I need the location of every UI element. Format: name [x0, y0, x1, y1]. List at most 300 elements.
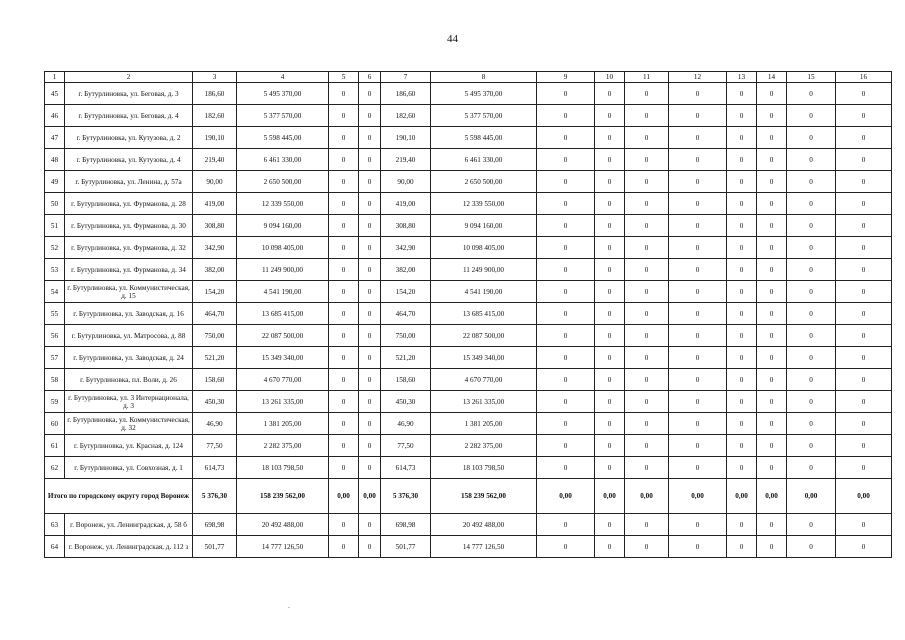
value-cell: 0	[669, 193, 727, 215]
address-cell: г. Воронеж, ул. Ленинградская, д. 112 з	[65, 536, 193, 558]
value-cell: 0	[359, 391, 381, 413]
value-cell: 0	[836, 127, 892, 149]
address-cell: г. Бутурлиновка, пл. Воли, д. 26	[65, 369, 193, 391]
value-cell: 11 249 900,00	[237, 259, 329, 281]
value-cell: 0	[595, 325, 625, 347]
value-cell: 5 495 370,00	[431, 83, 537, 105]
value-cell: 0	[537, 149, 595, 171]
value-cell: 13 685 415,00	[431, 303, 537, 325]
value-cell: 0	[537, 259, 595, 281]
value-cell: 0	[727, 391, 757, 413]
value-cell: 182,60	[193, 105, 237, 127]
value-cell: 501,77	[193, 536, 237, 558]
value-cell: 0	[537, 83, 595, 105]
value-cell: 0	[625, 83, 669, 105]
value-cell: 0	[359, 105, 381, 127]
table-row	[45, 281, 892, 303]
address-cell: г. Бутурлиновка, ул. Коммунистическая, д. 15	[65, 281, 193, 303]
value-cell: 0	[595, 281, 625, 303]
address-cell: г. Бутурлиновка, ул. Совхозная, д. 1	[65, 457, 193, 479]
value-cell: 190,10	[193, 127, 237, 149]
value-cell: 0	[757, 105, 787, 127]
value-cell: 0	[359, 149, 381, 171]
value-cell: 382,00	[193, 259, 237, 281]
value-cell: 13 261 335,00	[237, 391, 329, 413]
value-cell: 0	[836, 149, 892, 171]
value-cell: 0	[359, 215, 381, 237]
value-cell: 0	[359, 193, 381, 215]
column-number-cell: 6	[359, 72, 381, 83]
value-cell: 0	[537, 391, 595, 413]
total-value-cell: 0,00	[787, 479, 836, 514]
row-number-cell: 56	[45, 325, 65, 347]
row-number-cell: 47	[45, 127, 65, 149]
value-cell: 0	[359, 127, 381, 149]
table-row	[45, 237, 892, 259]
total-value-cell: 158 239 562,00	[237, 479, 329, 514]
page-number: 44	[447, 33, 458, 45]
table-row	[45, 435, 892, 457]
value-cell: 0	[537, 369, 595, 391]
value-cell: 0	[537, 514, 595, 536]
value-cell: 219,40	[193, 149, 237, 171]
value-cell: 0	[537, 303, 595, 325]
address-cell: г. Бутурлиновка, ул. Кутузова, д. 2	[65, 127, 193, 149]
value-cell: 0	[669, 237, 727, 259]
value-cell: 0	[625, 435, 669, 457]
value-cell: 0	[625, 281, 669, 303]
value-cell: 4 541 190,00	[237, 281, 329, 303]
value-cell: 0	[537, 536, 595, 558]
value-cell: 342,90	[381, 237, 431, 259]
value-cell: 0	[329, 259, 359, 281]
value-cell: 0	[669, 536, 727, 558]
row-number-cell: 51	[45, 215, 65, 237]
value-cell: 521,20	[381, 347, 431, 369]
column-number-cell: 12	[669, 72, 727, 83]
column-number-cell: 4	[237, 72, 329, 83]
value-cell: 0	[669, 215, 727, 237]
value-cell: 0	[757, 215, 787, 237]
value-cell: 0	[537, 127, 595, 149]
value-cell: 0	[727, 237, 757, 259]
value-cell: 190,10	[381, 127, 431, 149]
value-cell: 0	[595, 347, 625, 369]
value-cell: 0	[625, 171, 669, 193]
value-cell: 0	[787, 435, 836, 457]
row-number-cell: 48	[45, 149, 65, 171]
value-cell: 0	[359, 259, 381, 281]
value-cell: 450,30	[193, 391, 237, 413]
table-row	[45, 105, 892, 127]
value-cell: 158,60	[381, 369, 431, 391]
value-cell: 0	[625, 369, 669, 391]
value-cell: 0	[537, 435, 595, 457]
value-cell: 0	[787, 369, 836, 391]
value-cell: 0	[537, 105, 595, 127]
value-cell: 4 670 770,00	[431, 369, 537, 391]
value-cell: 501,77	[381, 536, 431, 558]
value-cell: 0	[537, 457, 595, 479]
value-cell: 0	[757, 391, 787, 413]
value-cell: 12 339 550,00	[237, 193, 329, 215]
column-number-cell: 1	[45, 72, 65, 83]
value-cell: 9 094 160,00	[431, 215, 537, 237]
value-cell: 0	[537, 237, 595, 259]
value-cell: 0	[537, 171, 595, 193]
total-value-cell: 5 376,30	[193, 479, 237, 514]
value-cell: 0	[669, 303, 727, 325]
value-cell: 0	[329, 435, 359, 457]
value-cell: 0	[757, 149, 787, 171]
table-row	[45, 149, 892, 171]
value-cell: 0	[757, 347, 787, 369]
address-cell: г. Воронеж, ул. Ленинградская, д. 58 б	[65, 514, 193, 536]
value-cell: 0	[836, 215, 892, 237]
value-cell: 0	[757, 369, 787, 391]
value-cell: 0	[787, 259, 836, 281]
value-cell: 0	[359, 536, 381, 558]
value-cell: 5 377 570,00	[431, 105, 537, 127]
value-cell: 698,98	[381, 514, 431, 536]
value-cell: 18 103 798,50	[431, 457, 537, 479]
housing-table	[44, 71, 892, 558]
value-cell: 0	[625, 303, 669, 325]
table-row	[45, 83, 892, 105]
value-cell: 698,98	[193, 514, 237, 536]
value-cell: 0	[595, 413, 625, 435]
value-cell: 0	[329, 369, 359, 391]
value-cell: 0	[359, 303, 381, 325]
value-cell: 186,60	[193, 83, 237, 105]
value-cell: 22 087 500,00	[237, 325, 329, 347]
value-cell: 0	[669, 171, 727, 193]
total-value-cell: 158 239 562,00	[431, 479, 537, 514]
value-cell: 614,73	[381, 457, 431, 479]
value-cell: 90,00	[193, 171, 237, 193]
row-number-cell: 60	[45, 413, 65, 435]
column-number-cell: 2	[65, 72, 193, 83]
value-cell: 0	[359, 237, 381, 259]
value-cell: 750,00	[193, 325, 237, 347]
value-cell: 46,90	[381, 413, 431, 435]
address-cell: г. Бутурлиновка, ул. Фурманова, д. 28	[65, 193, 193, 215]
value-cell: 0	[836, 413, 892, 435]
value-cell: 0	[757, 514, 787, 536]
value-cell: 2 282 375,00	[431, 435, 537, 457]
value-cell: 0	[669, 369, 727, 391]
value-cell: 20 492 488,00	[237, 514, 329, 536]
value-cell: 0	[669, 259, 727, 281]
value-cell: 13 685 415,00	[237, 303, 329, 325]
address-cell: г. Бутурлиновка, ул. Заводская, д. 16	[65, 303, 193, 325]
value-cell: 0	[329, 281, 359, 303]
value-cell: 0	[329, 193, 359, 215]
value-cell: 11 249 900,00	[431, 259, 537, 281]
value-cell: 0	[329, 105, 359, 127]
address-cell: г. Бутурлиновка, ул. Фурманова, д. 32	[65, 237, 193, 259]
value-cell: 0	[669, 149, 727, 171]
address-cell: г. Бутурлиновка, ул. Заводская, д. 24	[65, 347, 193, 369]
value-cell: 0	[537, 413, 595, 435]
value-cell: 0	[595, 215, 625, 237]
row-number-cell: 63	[45, 514, 65, 536]
total-value-cell: 0,00	[757, 479, 787, 514]
value-cell: 0	[359, 413, 381, 435]
value-cell: 0	[727, 457, 757, 479]
value-cell: 0	[727, 281, 757, 303]
value-cell: 0	[625, 391, 669, 413]
value-cell: 0	[669, 127, 727, 149]
value-cell: 0	[359, 369, 381, 391]
value-cell: 0	[595, 193, 625, 215]
value-cell: 0	[836, 303, 892, 325]
value-cell: 6 461 330,00	[237, 149, 329, 171]
value-cell: 0	[836, 435, 892, 457]
value-cell: 0	[757, 193, 787, 215]
table-row	[45, 514, 892, 536]
value-cell: 308,80	[193, 215, 237, 237]
value-cell: 0	[727, 369, 757, 391]
value-cell: 0	[727, 171, 757, 193]
value-cell: 0	[595, 83, 625, 105]
value-cell: 0	[625, 237, 669, 259]
total-value-cell: 0,00	[537, 479, 595, 514]
value-cell: 0	[359, 457, 381, 479]
value-cell: 308,80	[381, 215, 431, 237]
address-cell: г. Бутурлиновка, ул. Коммунистическая, д. 32	[65, 413, 193, 435]
value-cell: 419,00	[193, 193, 237, 215]
value-cell: 10 098 405,00	[237, 237, 329, 259]
value-cell: 0	[787, 237, 836, 259]
value-cell: 219,40	[381, 149, 431, 171]
value-cell: 0	[329, 391, 359, 413]
value-cell: 0	[757, 536, 787, 558]
value-cell: 2 282 375,00	[237, 435, 329, 457]
value-cell: 0	[727, 347, 757, 369]
value-cell: 0	[787, 83, 836, 105]
value-cell: 464,70	[381, 303, 431, 325]
value-cell: 0	[359, 171, 381, 193]
value-cell: 154,20	[193, 281, 237, 303]
value-cell: 0	[625, 127, 669, 149]
address-cell: г. Бутурлиновка, ул. Матросова, д. 88	[65, 325, 193, 347]
footer-mark: .	[288, 601, 290, 610]
value-cell: 0	[329, 413, 359, 435]
value-cell: 0	[787, 514, 836, 536]
column-number-row	[45, 72, 892, 83]
total-value-cell: 0,00	[836, 479, 892, 514]
value-cell: 0	[836, 259, 892, 281]
total-value-cell: 5 376,30	[381, 479, 431, 514]
value-cell: 5 598 445,00	[237, 127, 329, 149]
value-cell: 0	[625, 413, 669, 435]
value-cell: 0	[757, 435, 787, 457]
value-cell: 0	[537, 281, 595, 303]
table-row	[45, 127, 892, 149]
value-cell: 0	[359, 281, 381, 303]
value-cell: 0	[836, 347, 892, 369]
value-cell: 0	[836, 536, 892, 558]
value-cell: 0	[836, 237, 892, 259]
total-value-cell: 0,00	[727, 479, 757, 514]
value-cell: 0	[757, 303, 787, 325]
address-cell: г. Бутурлиновка, ул. Ленина, д. 57а	[65, 171, 193, 193]
value-cell: 0	[727, 105, 757, 127]
value-cell: 342,90	[193, 237, 237, 259]
row-number-cell: 46	[45, 105, 65, 127]
value-cell: 6 461 330,00	[431, 149, 537, 171]
value-cell: 0	[359, 83, 381, 105]
value-cell: 0	[757, 171, 787, 193]
value-cell: 0	[625, 215, 669, 237]
value-cell: 46,90	[193, 413, 237, 435]
value-cell: 154,20	[381, 281, 431, 303]
row-number-cell: 49	[45, 171, 65, 193]
value-cell: 750,00	[381, 325, 431, 347]
value-cell: 0	[757, 83, 787, 105]
value-cell: 2 650 500,00	[237, 171, 329, 193]
value-cell: 2 650 500,00	[431, 171, 537, 193]
value-cell: 0	[787, 171, 836, 193]
value-cell: 9 094 160,00	[237, 215, 329, 237]
value-cell: 0	[787, 127, 836, 149]
value-cell: 12 339 550,00	[431, 193, 537, 215]
value-cell: 0	[787, 536, 836, 558]
value-cell: 15 349 340,00	[237, 347, 329, 369]
value-cell: 14 777 126,50	[431, 536, 537, 558]
value-cell: 0	[836, 457, 892, 479]
address-cell: г. Бутурлиновка, ул. Фурманова, д. 30	[65, 215, 193, 237]
value-cell: 77,50	[193, 435, 237, 457]
value-cell: 382,00	[381, 259, 431, 281]
value-cell: 0	[595, 259, 625, 281]
value-cell: 1 381 205,00	[237, 413, 329, 435]
table-row	[45, 171, 892, 193]
value-cell: 5 495 370,00	[237, 83, 329, 105]
column-number-cell: 10	[595, 72, 625, 83]
value-cell: 0	[836, 325, 892, 347]
value-cell: 0	[757, 457, 787, 479]
row-number-cell: 59	[45, 391, 65, 413]
value-cell: 0	[329, 536, 359, 558]
value-cell: 0	[727, 325, 757, 347]
column-number-cell: 7	[381, 72, 431, 83]
value-cell: 0	[727, 149, 757, 171]
table-row	[45, 347, 892, 369]
value-cell: 0	[669, 83, 727, 105]
value-cell: 0	[329, 171, 359, 193]
value-cell: 0	[787, 413, 836, 435]
table-row	[45, 303, 892, 325]
value-cell: 0	[625, 457, 669, 479]
value-cell: 0	[329, 149, 359, 171]
value-cell: 0	[727, 413, 757, 435]
table-row	[45, 457, 892, 479]
value-cell: 0	[625, 514, 669, 536]
table-row	[45, 413, 892, 435]
value-cell: 0	[787, 457, 836, 479]
total-label-cell: Итого по городскому округу город Воронеж	[45, 479, 193, 514]
value-cell: 0	[669, 105, 727, 127]
value-cell: 0	[757, 281, 787, 303]
value-cell: 0	[595, 127, 625, 149]
value-cell: 0	[727, 435, 757, 457]
value-cell: 0	[329, 347, 359, 369]
value-cell: 90,00	[381, 171, 431, 193]
value-cell: 0	[595, 171, 625, 193]
value-cell: 15 349 340,00	[431, 347, 537, 369]
address-cell: г. Бутурлиновка, ул. Беговая, д. 3	[65, 83, 193, 105]
row-number-cell: 62	[45, 457, 65, 479]
value-cell: 14 777 126,50	[237, 536, 329, 558]
column-number-cell: 13	[727, 72, 757, 83]
value-cell: 0	[757, 325, 787, 347]
value-cell: 20 492 488,00	[431, 514, 537, 536]
column-number-cell: 3	[193, 72, 237, 83]
column-number-cell: 5	[329, 72, 359, 83]
value-cell: 0	[836, 83, 892, 105]
value-cell: 0	[727, 259, 757, 281]
value-cell: 1 381 205,00	[431, 413, 537, 435]
value-cell: 0	[329, 237, 359, 259]
value-cell: 0	[727, 514, 757, 536]
total-value-cell: 0,00	[329, 479, 359, 514]
total-value-cell: 0,00	[359, 479, 381, 514]
row-number-cell: 53	[45, 259, 65, 281]
total-value-cell: 0,00	[625, 479, 669, 514]
table-row	[45, 369, 892, 391]
value-cell: 0	[595, 369, 625, 391]
value-cell: 18 103 798,50	[237, 457, 329, 479]
row-number-cell: 55	[45, 303, 65, 325]
value-cell: 0	[669, 514, 727, 536]
value-cell: 0	[727, 127, 757, 149]
value-cell: 0	[329, 303, 359, 325]
column-number-cell: 8	[431, 72, 537, 83]
table-row	[45, 193, 892, 215]
value-cell: 0	[329, 215, 359, 237]
address-cell: г. Бутурлиновка, ул. Беговая, д. 4	[65, 105, 193, 127]
value-cell: 0	[669, 413, 727, 435]
table-row	[45, 215, 892, 237]
value-cell: 0	[787, 193, 836, 215]
row-number-cell: 45	[45, 83, 65, 105]
value-cell: 0	[537, 325, 595, 347]
total-value-cell: 0,00	[595, 479, 625, 514]
value-cell: 0	[757, 413, 787, 435]
address-cell: г. Бутурлиновка, ул. Фурманова, д. 34	[65, 259, 193, 281]
value-cell: 182,60	[381, 105, 431, 127]
value-cell: 0	[625, 259, 669, 281]
value-cell: 419,00	[381, 193, 431, 215]
value-cell: 0	[595, 435, 625, 457]
total-value-cell: 0,00	[669, 479, 727, 514]
value-cell: 4 670 770,00	[237, 369, 329, 391]
value-cell: 0	[836, 391, 892, 413]
value-cell: 614,73	[193, 457, 237, 479]
value-cell: 0	[836, 369, 892, 391]
value-cell: 0	[669, 325, 727, 347]
column-number-cell: 14	[757, 72, 787, 83]
row-number-cell: 58	[45, 369, 65, 391]
value-cell: 22 087 500,00	[431, 325, 537, 347]
value-cell: 0	[329, 325, 359, 347]
value-cell: 0	[625, 536, 669, 558]
value-cell: 0	[537, 215, 595, 237]
value-cell: 0	[787, 303, 836, 325]
value-cell: 0	[836, 281, 892, 303]
